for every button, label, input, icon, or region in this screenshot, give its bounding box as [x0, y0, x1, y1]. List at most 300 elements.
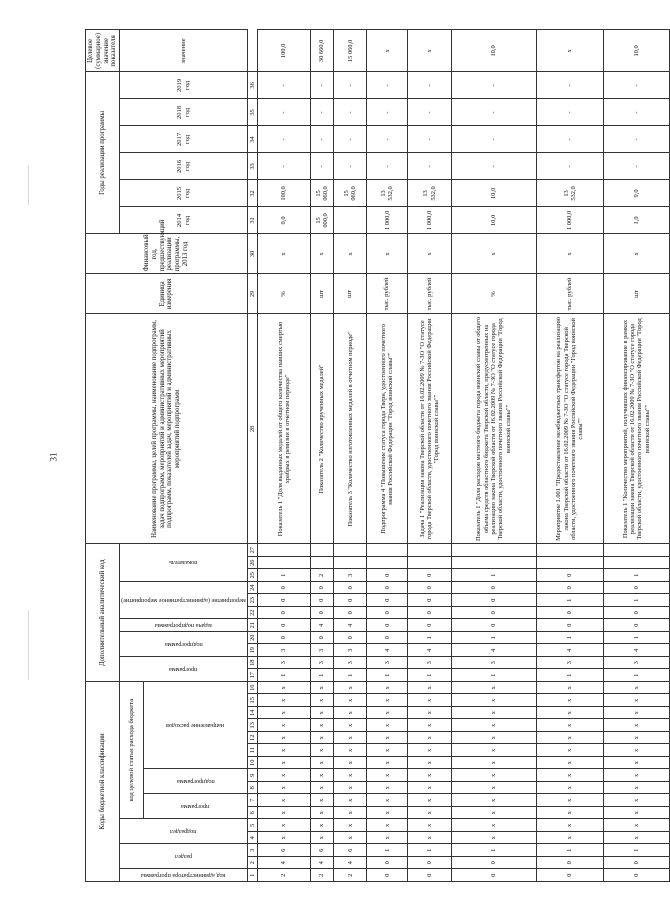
- code-cell: 2: [310, 569, 334, 582]
- code-cell: 0: [451, 594, 536, 607]
- header-expense-code: код целевой статьи расхода бюджета: [120, 681, 144, 819]
- code-cell: x: [408, 782, 452, 795]
- code-cell: x: [258, 707, 310, 720]
- row-fin-year: x: [310, 234, 334, 274]
- code-cell: 0: [367, 569, 408, 582]
- code-cell: 0: [408, 857, 452, 870]
- code-cell: 0: [408, 869, 452, 882]
- column-number: 26: [247, 556, 257, 569]
- row-year-value: 9,0: [604, 180, 669, 207]
- column-number: 12: [247, 732, 257, 745]
- code-cell: x: [367, 719, 408, 732]
- code-cell: [367, 544, 408, 557]
- column-number: 23: [247, 594, 257, 607]
- header-year-0: 2014 год: [120, 207, 248, 234]
- code-cell: x: [536, 794, 603, 807]
- code-cell: 0: [258, 619, 310, 632]
- code-cell: 2: [334, 869, 367, 882]
- header-names: Наименование программы, целей программы, наименование подпрограмм, задач подпрограмм, мероприятий и административных мероприятий подпрограмм, показателей задач, мероприятий и административных мероприятий подпрограмм: [86, 314, 248, 544]
- row-name: Показатель 1 "Доля выданных медалей от общего количества павших смертью храбрых в ревизии в отчетном периоде": [258, 314, 310, 544]
- code-cell: [367, 556, 408, 569]
- code-cell: 2: [310, 869, 334, 882]
- code-cell: x: [258, 744, 310, 757]
- row-year-value: -: [310, 153, 334, 180]
- code-cell: 1: [536, 844, 603, 857]
- row-year-value: -: [334, 99, 367, 126]
- row-year-value: 13 532,0: [367, 180, 408, 207]
- row-unit: %: [451, 274, 536, 314]
- code-cell: 1: [604, 631, 669, 644]
- code-cell: 0: [367, 619, 408, 632]
- column-number: 18: [247, 656, 257, 669]
- row-fin-year: x: [367, 234, 408, 274]
- row-year-value: -: [408, 153, 452, 180]
- code-cell: x: [310, 819, 334, 832]
- code-cell: 0: [604, 581, 669, 594]
- code-cell: x: [536, 707, 603, 720]
- code-cell: 0: [536, 581, 603, 594]
- code-cell: x: [536, 681, 603, 694]
- code-cell: 0: [451, 606, 536, 619]
- header-program: программа: [144, 794, 248, 819]
- code-cell: 3: [334, 569, 367, 582]
- header-subsection: подраздел: [120, 819, 248, 844]
- row-year-value: -: [536, 126, 603, 153]
- code-cell: x: [451, 707, 536, 720]
- code-cell: x: [334, 681, 367, 694]
- row-year-value: -: [367, 99, 408, 126]
- row-year-value: 1 000,0: [536, 207, 603, 234]
- code-cell: [334, 556, 367, 569]
- code-cell: x: [367, 757, 408, 770]
- code-cell: 4: [451, 644, 536, 657]
- row-target-value: x: [408, 30, 452, 72]
- row-year-value: -: [408, 99, 452, 126]
- code-cell: [536, 556, 603, 569]
- code-cell: x: [310, 832, 334, 845]
- code-cell: 0: [536, 619, 603, 632]
- code-cell: x: [334, 744, 367, 757]
- header-year-4: 2018 год: [120, 99, 248, 126]
- row-target-value: x: [536, 30, 603, 72]
- code-cell: 1: [367, 844, 408, 857]
- row-year-value: -: [604, 99, 669, 126]
- row-year-value: -: [536, 72, 603, 99]
- table-row: [536, 30, 603, 882]
- code-cell: 1: [604, 594, 669, 607]
- column-number: 14: [247, 707, 257, 720]
- code-cell: 4: [604, 644, 669, 657]
- row-fin-year: x: [536, 234, 603, 274]
- row-name: Показатель 1 "Доля расходов местного бюджета города воинской славы от общего объема средств областного бюджета Тверской области, предусмотренных на реализацию закона Тверской области от 16.02.2009 № 7-ЗО "О статусе города Тверской области, удостоенного почетного звания Российской Федерации "Город воинской славы"": [451, 314, 536, 544]
- code-cell: x: [258, 757, 310, 770]
- column-numbers-row: [247, 30, 257, 882]
- code-cell: 0: [310, 581, 334, 594]
- row-year-value: 15 060,0: [310, 180, 334, 207]
- code-cell: 0: [451, 619, 536, 632]
- row-unit: тыс. рублей: [536, 274, 603, 314]
- header-target-value: Целевое (суммарное) значение показателя: [86, 30, 120, 72]
- column-number: 10: [247, 757, 257, 770]
- code-cell: x: [604, 694, 669, 707]
- code-cell: x: [334, 807, 367, 820]
- row-target-value: 30 660,0: [310, 30, 334, 72]
- code-cell: x: [451, 782, 536, 795]
- code-cell: 3: [310, 644, 334, 657]
- code-cell: x: [604, 707, 669, 720]
- row-fin-year: x: [451, 234, 536, 274]
- code-cell: x: [367, 832, 408, 845]
- column-number: 27: [247, 544, 257, 557]
- code-cell: x: [334, 694, 367, 707]
- column-number: 6: [247, 807, 257, 820]
- row-year-value: -: [604, 153, 669, 180]
- code-cell: x: [408, 732, 452, 745]
- code-cell: 0: [408, 581, 452, 594]
- column-number: 29: [247, 274, 257, 314]
- code-cell: 0: [258, 581, 310, 594]
- row-year-value: -: [451, 99, 536, 126]
- code-cell: x: [451, 794, 536, 807]
- code-cell: 6: [334, 844, 367, 857]
- code-cell: 1: [408, 669, 452, 682]
- code-cell: x: [367, 732, 408, 745]
- code-cell: x: [258, 819, 310, 832]
- code-cell: x: [310, 719, 334, 732]
- code-cell: x: [604, 819, 669, 832]
- row-name: Мероприятие 1.001 "Предоставление межбюджетных трансфертов на реализацию закона Тверской области от 16.02.2009 № 7-ЗО "О статусе города Тверской области, удостоенного почетного звания Российской Федерации "Город воинской славы"": [536, 314, 603, 544]
- row-year-value: -: [367, 153, 408, 180]
- column-number: 22: [247, 606, 257, 619]
- row-unit: тыс. рублей: [367, 274, 408, 314]
- code-cell: x: [367, 694, 408, 707]
- code-cell: x: [367, 744, 408, 757]
- code-cell: x: [258, 794, 310, 807]
- code-cell: x: [258, 694, 310, 707]
- code-cell: 3: [334, 656, 367, 669]
- code-cell: 3: [367, 656, 408, 669]
- code-cell: x: [408, 807, 452, 820]
- code-cell: x: [408, 832, 452, 845]
- column-number: 32: [247, 180, 257, 207]
- row-name: Задача 1 "Реализация закона Тверской области от 16.02.2009 № 7-ЗО "О статусе города Тверской области, удостоенного почетного звания Российской Федерации "Город воинской славы"": [408, 314, 452, 544]
- code-cell: [258, 556, 310, 569]
- code-cell: x: [604, 719, 669, 732]
- table-row: [334, 30, 367, 882]
- row-year-value: 15 060,0: [334, 180, 367, 207]
- column-number: 33: [247, 153, 257, 180]
- row-year-value: -: [604, 126, 669, 153]
- row-year-value: 10,0: [451, 180, 536, 207]
- column-number: 5: [247, 819, 257, 832]
- code-cell: x: [408, 744, 452, 757]
- row-year-value: 13 532,0: [408, 180, 452, 207]
- header-years-title: Годы реализации программы: [86, 72, 120, 234]
- column-number: 9: [247, 769, 257, 782]
- code-cell: 0: [451, 857, 536, 870]
- row-fin-year: x: [334, 234, 367, 274]
- code-cell: x: [367, 782, 408, 795]
- landscape-table-container: [85, 30, 651, 882]
- code-cell: x: [451, 807, 536, 820]
- code-cell: 1: [408, 844, 452, 857]
- code-cell: 1: [258, 669, 310, 682]
- code-cell: 1: [258, 569, 310, 582]
- code-cell: x: [334, 782, 367, 795]
- row-year-value: -: [367, 72, 408, 99]
- row-unit: %: [258, 274, 310, 314]
- code-cell: 3: [536, 656, 603, 669]
- row-year-value: -: [310, 72, 334, 99]
- code-cell: x: [258, 807, 310, 820]
- column-number: 28: [247, 314, 257, 544]
- row-year-value: -: [258, 72, 310, 99]
- row-unit: шт: [604, 274, 669, 314]
- code-cell: x: [367, 807, 408, 820]
- table-row: [310, 30, 334, 882]
- code-cell: x: [408, 757, 452, 770]
- code-cell: x: [408, 694, 452, 707]
- column-number: 13: [247, 719, 257, 732]
- code-cell: 0: [367, 606, 408, 619]
- code-cell: 1: [367, 669, 408, 682]
- code-cell: 1: [451, 569, 536, 582]
- code-cell: x: [408, 819, 452, 832]
- row-fin-year: x: [604, 234, 669, 274]
- code-cell: x: [310, 707, 334, 720]
- row-unit: шт: [310, 274, 334, 314]
- code-cell: [334, 544, 367, 557]
- code-cell: x: [604, 744, 669, 757]
- code-cell: 6: [258, 844, 310, 857]
- code-cell: 0: [367, 631, 408, 644]
- code-cell: x: [604, 681, 669, 694]
- column-number: 7: [247, 794, 257, 807]
- code-cell: x: [536, 744, 603, 757]
- code-cell: 0: [334, 594, 367, 607]
- table-row: [367, 30, 408, 882]
- code-cell: 0: [334, 631, 367, 644]
- code-cell: [310, 544, 334, 557]
- code-cell: 0: [367, 857, 408, 870]
- row-year-value: -: [408, 126, 452, 153]
- code-cell: x: [604, 832, 669, 845]
- code-cell: 0: [536, 569, 603, 582]
- code-cell: x: [536, 732, 603, 745]
- row-year-value: 0,0: [258, 207, 310, 234]
- code-cell: 0: [604, 857, 669, 870]
- row-unit: шт: [334, 274, 367, 314]
- column-number: 11: [247, 744, 257, 757]
- code-cell: 3: [310, 656, 334, 669]
- code-cell: x: [604, 757, 669, 770]
- code-cell: x: [310, 782, 334, 795]
- code-cell: 2: [258, 869, 310, 882]
- row-name: Показатель 3 "Количество изготовленных медалей в отчетном периоде": [334, 314, 367, 544]
- code-cell: 0: [536, 857, 603, 870]
- code-cell: 0: [310, 606, 334, 619]
- code-cell: x: [334, 719, 367, 732]
- code-cell: x: [408, 681, 452, 694]
- code-cell: x: [604, 794, 669, 807]
- scan-artifact-line: [28, 610, 29, 680]
- code-cell: x: [258, 769, 310, 782]
- row-year-value: -: [258, 153, 310, 180]
- code-cell: x: [334, 757, 367, 770]
- header-year-2: 2016 год: [120, 153, 248, 180]
- row-target-value: 10,0: [604, 30, 669, 72]
- code-cell: x: [536, 819, 603, 832]
- header-year-1: 2015 год: [120, 180, 248, 207]
- code-cell: x: [536, 757, 603, 770]
- row-year-value: -: [451, 72, 536, 99]
- code-cell: x: [334, 832, 367, 845]
- code-cell: x: [408, 794, 452, 807]
- code-cell: x: [367, 819, 408, 832]
- code-cell: x: [536, 782, 603, 795]
- code-cell: 4: [258, 857, 310, 870]
- column-number: 2: [247, 857, 257, 870]
- code-cell: x: [258, 719, 310, 732]
- header-year-5: 2019 год: [120, 72, 248, 99]
- row-year-value: -: [334, 72, 367, 99]
- row-year-value: -: [334, 126, 367, 153]
- header-subprogram: подпрограмма: [144, 769, 248, 794]
- code-cell: x: [310, 769, 334, 782]
- column-number: 1: [247, 869, 257, 882]
- code-cell: 0: [408, 594, 452, 607]
- header-subprogram2: подпрограмма: [120, 631, 248, 656]
- row-year-value: -: [258, 99, 310, 126]
- row-year-value: -: [310, 99, 334, 126]
- column-number: 4: [247, 832, 257, 845]
- row-year-value: -: [258, 126, 310, 153]
- column-number: 17: [247, 669, 257, 682]
- code-cell: 3: [334, 644, 367, 657]
- code-cell: [604, 544, 669, 557]
- code-cell: x: [334, 707, 367, 720]
- column-number: 3: [247, 844, 257, 857]
- column-number: 30: [247, 234, 257, 274]
- code-cell: x: [408, 719, 452, 732]
- code-cell: 0: [334, 581, 367, 594]
- code-cell: 0: [258, 594, 310, 607]
- table-row: [408, 30, 452, 882]
- header-activity: мероприятие (административное мероприятие): [120, 581, 248, 619]
- code-cell: [536, 544, 603, 557]
- column-number: 25: [247, 569, 257, 582]
- column-number: 20: [247, 631, 257, 644]
- code-cell: [451, 556, 536, 569]
- row-year-value: -: [451, 126, 536, 153]
- code-cell: x: [604, 807, 669, 820]
- code-cell: 1: [604, 669, 669, 682]
- row-year-value: 13 532,0: [536, 180, 603, 207]
- code-cell: x: [536, 694, 603, 707]
- code-cell: 1: [536, 669, 603, 682]
- code-cell: x: [310, 681, 334, 694]
- code-cell: 1: [451, 844, 536, 857]
- code-cell: x: [536, 769, 603, 782]
- column-number: 31: [247, 207, 257, 234]
- row-year-value: 100,0: [258, 180, 310, 207]
- column-number: 8: [247, 782, 257, 795]
- code-cell: [408, 544, 452, 557]
- code-cell: x: [258, 832, 310, 845]
- code-cell: x: [334, 769, 367, 782]
- code-cell: 0: [258, 606, 310, 619]
- row-year-value: 15 000,0: [310, 207, 334, 234]
- code-cell: 1: [310, 669, 334, 682]
- code-cell: 1: [451, 669, 536, 682]
- code-cell: [604, 556, 669, 569]
- code-cell: 0: [408, 606, 452, 619]
- column-number: 36: [247, 72, 257, 99]
- column-number: 35: [247, 99, 257, 126]
- code-cell: x: [310, 794, 334, 807]
- code-cell: x: [334, 732, 367, 745]
- row-target-value: 10,0: [451, 30, 536, 72]
- code-cell: 4: [310, 857, 334, 870]
- table-row: [258, 30, 310, 882]
- row-year-value: -: [310, 126, 334, 153]
- code-cell: x: [258, 782, 310, 795]
- row-year-value: -: [536, 99, 603, 126]
- row-name: Показатель 1 "Количество мероприятий, получивших финансирование в рамках реализации закона Тверской области от 16.02.2009 № 7-ЗО "О статусе города Тверской области, удостоенного почетного звания Российской Федерации "Город воинской славы"": [604, 314, 669, 544]
- code-cell: x: [451, 694, 536, 707]
- code-cell: x: [536, 807, 603, 820]
- header-unit: Единица измерения: [86, 274, 248, 314]
- code-cell: 0: [451, 869, 536, 882]
- code-cell: 1: [334, 669, 367, 682]
- code-cell: x: [310, 807, 334, 820]
- header-admin-code: код администратора программы: [120, 869, 248, 882]
- table-row: [604, 30, 669, 882]
- code-cell: 0: [536, 869, 603, 882]
- code-cell: 1: [604, 844, 669, 857]
- code-cell: 0: [334, 606, 367, 619]
- code-cell: x: [451, 732, 536, 745]
- row-fin-year: x: [258, 234, 310, 274]
- header-indicator: показатель: [120, 544, 248, 582]
- code-cell: x: [604, 732, 669, 745]
- header-section: раздел: [120, 844, 248, 869]
- row-year-value: -: [536, 153, 603, 180]
- code-cell: 4: [408, 644, 452, 657]
- row-target-value: x: [367, 30, 408, 72]
- code-cell: 0: [604, 619, 669, 632]
- code-cell: 3: [604, 656, 669, 669]
- code-cell: 0: [536, 606, 603, 619]
- header-task: задача подпрограммы: [120, 619, 248, 632]
- column-number: 15: [247, 694, 257, 707]
- code-cell: x: [604, 782, 669, 795]
- table-row: [451, 30, 536, 882]
- code-cell: 3: [451, 656, 536, 669]
- code-cell: 1: [408, 631, 452, 644]
- column-number: 16: [247, 681, 257, 694]
- code-cell: x: [408, 707, 452, 720]
- code-cell: x: [310, 757, 334, 770]
- row-fin-year: x: [408, 234, 452, 274]
- code-cell: 3: [408, 656, 452, 669]
- page-number: 31: [48, 452, 59, 462]
- code-cell: x: [367, 794, 408, 807]
- header-direction: направление расходов: [144, 681, 248, 769]
- row-name: Подпрограмма 4 "Повышение статуса города Твери, удостоенного почетного звания Российской Федерации "Город воинской славы"": [367, 314, 408, 544]
- code-cell: 3: [258, 656, 310, 669]
- code-cell: 1: [604, 569, 669, 582]
